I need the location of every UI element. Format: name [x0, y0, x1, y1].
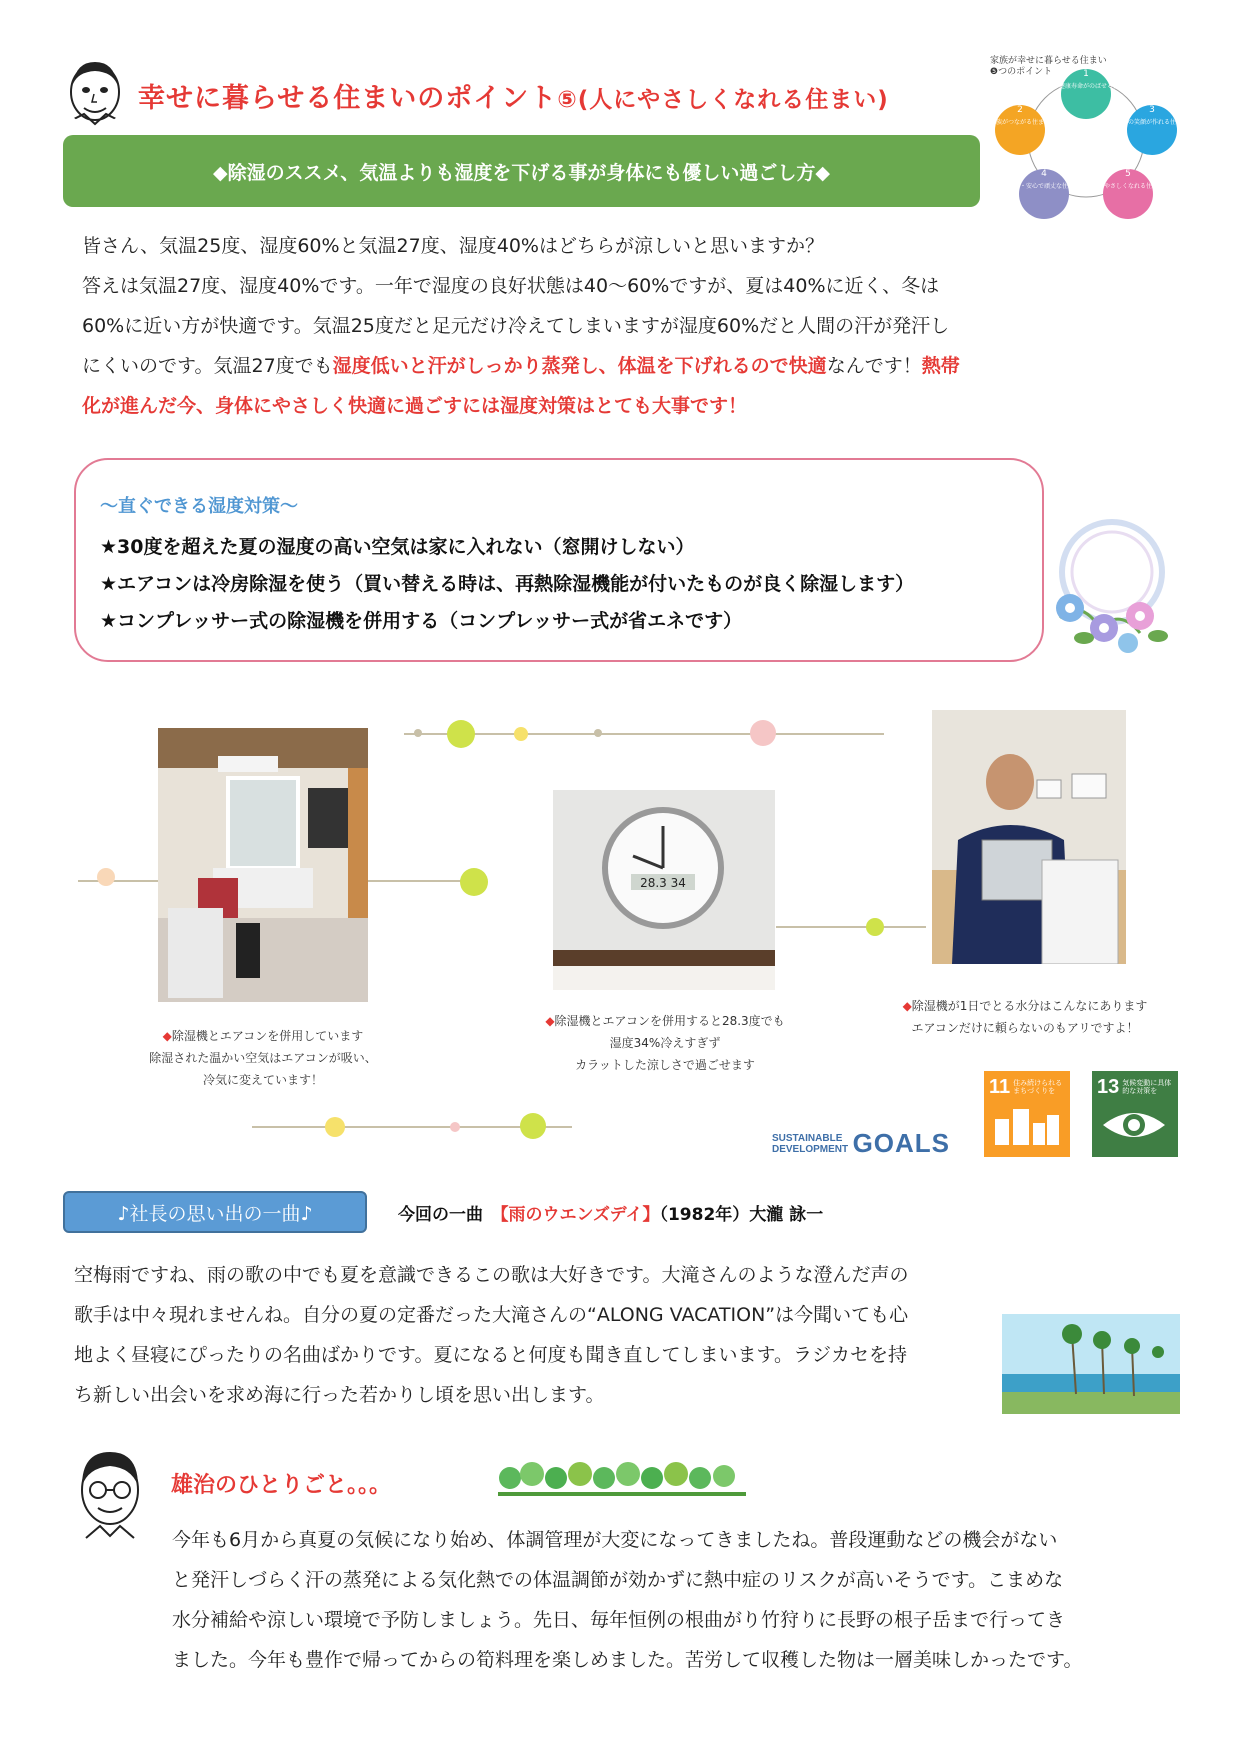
photo3-caption: ◆除湿機が1日でとる水分はこんなにあります エアコンだけに頼らないのもアリですよ！ [902, 999, 1148, 1035]
photo1-caption: ◆除湿機とエアコンを併用しています 除湿された温かい空気はエアコンが吸い、 冷気に変えています！ [149, 1029, 377, 1087]
intro-paragraph [82, 226, 1052, 426]
sdg-goal-11-tile: 11 住み続けられるまちづくりを [984, 1071, 1070, 1157]
tip-item: ★30度を超えた夏の湿度の高い空気は家に入れない（窓開けしない） [100, 536, 695, 558]
point-1-num: 1 [1083, 69, 1089, 79]
song-info: 今回の一曲 【雨のウエンズデイ】（1982年）大瀧 詠一 [398, 1205, 824, 1225]
point-5-label: 人にやさしくなれる住まい [1091, 183, 1165, 190]
tip-item: ★エアコンは冷房除湿を使う（買い替える時は、再熱除湿機能が付いたものが良く除湿します） [100, 573, 915, 595]
page-title: 幸せに暮らせる住まいのポイント⑤(人にやさしくなれる住まい) [138, 83, 889, 114]
clock-photo [553, 790, 775, 990]
point-2-label: 家族がつながる住まい [989, 119, 1051, 126]
trees-illustration [498, 1458, 746, 1498]
decorative-dot [450, 1122, 460, 1132]
decorative-dot [325, 1117, 345, 1137]
intro-line-3: 60%に近い方が快適です。気温25度だと足元だけ冷えてしまいますが湿度60%だと人間の汗が発汗し [82, 315, 950, 337]
decorative-dot [514, 727, 528, 741]
point-3-label: 家族の笑顔が作れる住まい [1115, 119, 1189, 126]
morning-glory-illustration [1040, 508, 1180, 658]
point-4-num: 4 [1041, 169, 1047, 179]
point-5-num: 5 [1125, 169, 1131, 179]
decorative-dot [460, 868, 488, 896]
sdgs-logo: SUSTAINABLE DEVELOPMENT GOALS [772, 1128, 951, 1158]
tips-title: ～直ぐできる湿度対策～ [100, 496, 298, 517]
five-points-diagram [982, 54, 1190, 224]
photo2-caption: ◆除湿機とエアコンを併用すると28.3度でも 湿度34%冷えすぎず カラットした涼しさで過ごせます [545, 1014, 785, 1072]
yuji-portrait [72, 1446, 148, 1542]
eye-earth-icon [1097, 1105, 1171, 1145]
president-portrait [62, 54, 128, 126]
intro-line-5: 化が進んだ今、身体にやさしく快適に過ごすには湿度対策はとても大事です！ [82, 395, 748, 417]
sdg-goal-13-tile: 13 気候変動に具体的な対策を [1092, 1071, 1178, 1157]
decorative-dot [520, 1113, 546, 1139]
intro-line-4: にくいのです。気温27度でも湿度低いと汗がしっかり蒸発し、体温を下げれるので快適なんです！熱帯 [82, 355, 960, 377]
song-paragraph: 空梅雨ですね、雨の歌の中でも夏を意識できるこの歌は大好きです。大滝さんのような澄んだ声の 歌手は中々現れませんね。自分の夏の定番だった大滝さんの“ALONG VACATION”は今聞いても心 地よく昼寝にぴったりの名曲ばかりです。夏になると何度も聞き直してしまいます。ラジカセを持 ち新しい出会いを求め海に行った若かりし頃を思い出します。 [74, 1264, 909, 1406]
point-1-label: 快適で健康寿命がのばせる住まい [1040, 83, 1132, 90]
intro-line-2: 答えは気温27度、湿度40%です。一年で湿度の良好状態は40～60%ですが、夏は40%に近く、冬は [82, 275, 940, 297]
beach-palm-photo [1002, 1314, 1180, 1414]
song-section-label: ♪社長の思い出の一曲♪ [63, 1191, 367, 1233]
decorative-dot [97, 868, 115, 886]
decorative-dot [594, 729, 602, 737]
city-icon [989, 1105, 1063, 1145]
point-2-num: 2 [1017, 105, 1023, 115]
decorative-dot [866, 918, 884, 936]
decorative-dot [414, 729, 422, 737]
yuji-paragraph: 今年も6月から真夏の気候になり始め、体調管理が大変になってきましたね。普段運動などの機会がない と発汗しづらく汗の蒸発による気化熱での体温調節が効かずに熱中症のリスクが高いそうです。こまめな 水分補給や涼しい環境で予防しましょう。先日、毎年恒例の根曲がり竹狩りに長野の根子岳まで行ってき ました。今年も豊作で帰ってからの筍料理を楽しめました。苦労して収穫した物は一層美味しかったです。 [172, 1529, 1083, 1671]
living-room-photo [158, 728, 368, 1002]
tip-item: ★コンプレッサー式の除湿機を併用する（コンプレッサー式が省エネです） [100, 610, 743, 632]
dehumidifier-photo [932, 710, 1126, 964]
points-diagram-title: 家族が幸せに暮らせる住まい ❺つのポイント [990, 56, 1107, 77]
topic-banner: ◆除湿のススメ、気温よりも湿度を下げる事が身体にも優しい過ごし方◆ [63, 135, 980, 207]
decorative-line [404, 733, 884, 735]
clock-display: 28.3 34 [640, 876, 686, 890]
intro-line-1: 皆さん、気温25度、湿度60%と気温27度、湿度40%はどちらが涼しいと思いますか？ [82, 235, 824, 257]
decorative-dot [447, 720, 475, 748]
point-3-num: 3 [1149, 105, 1155, 115]
decorative-dot [750, 720, 776, 746]
point-4-label: 安全・安心で頑丈な住まい [1007, 183, 1081, 190]
yuji-section-title: 雄治のひとりごと。。。 [171, 1473, 392, 1498]
decorative-line [776, 926, 926, 928]
